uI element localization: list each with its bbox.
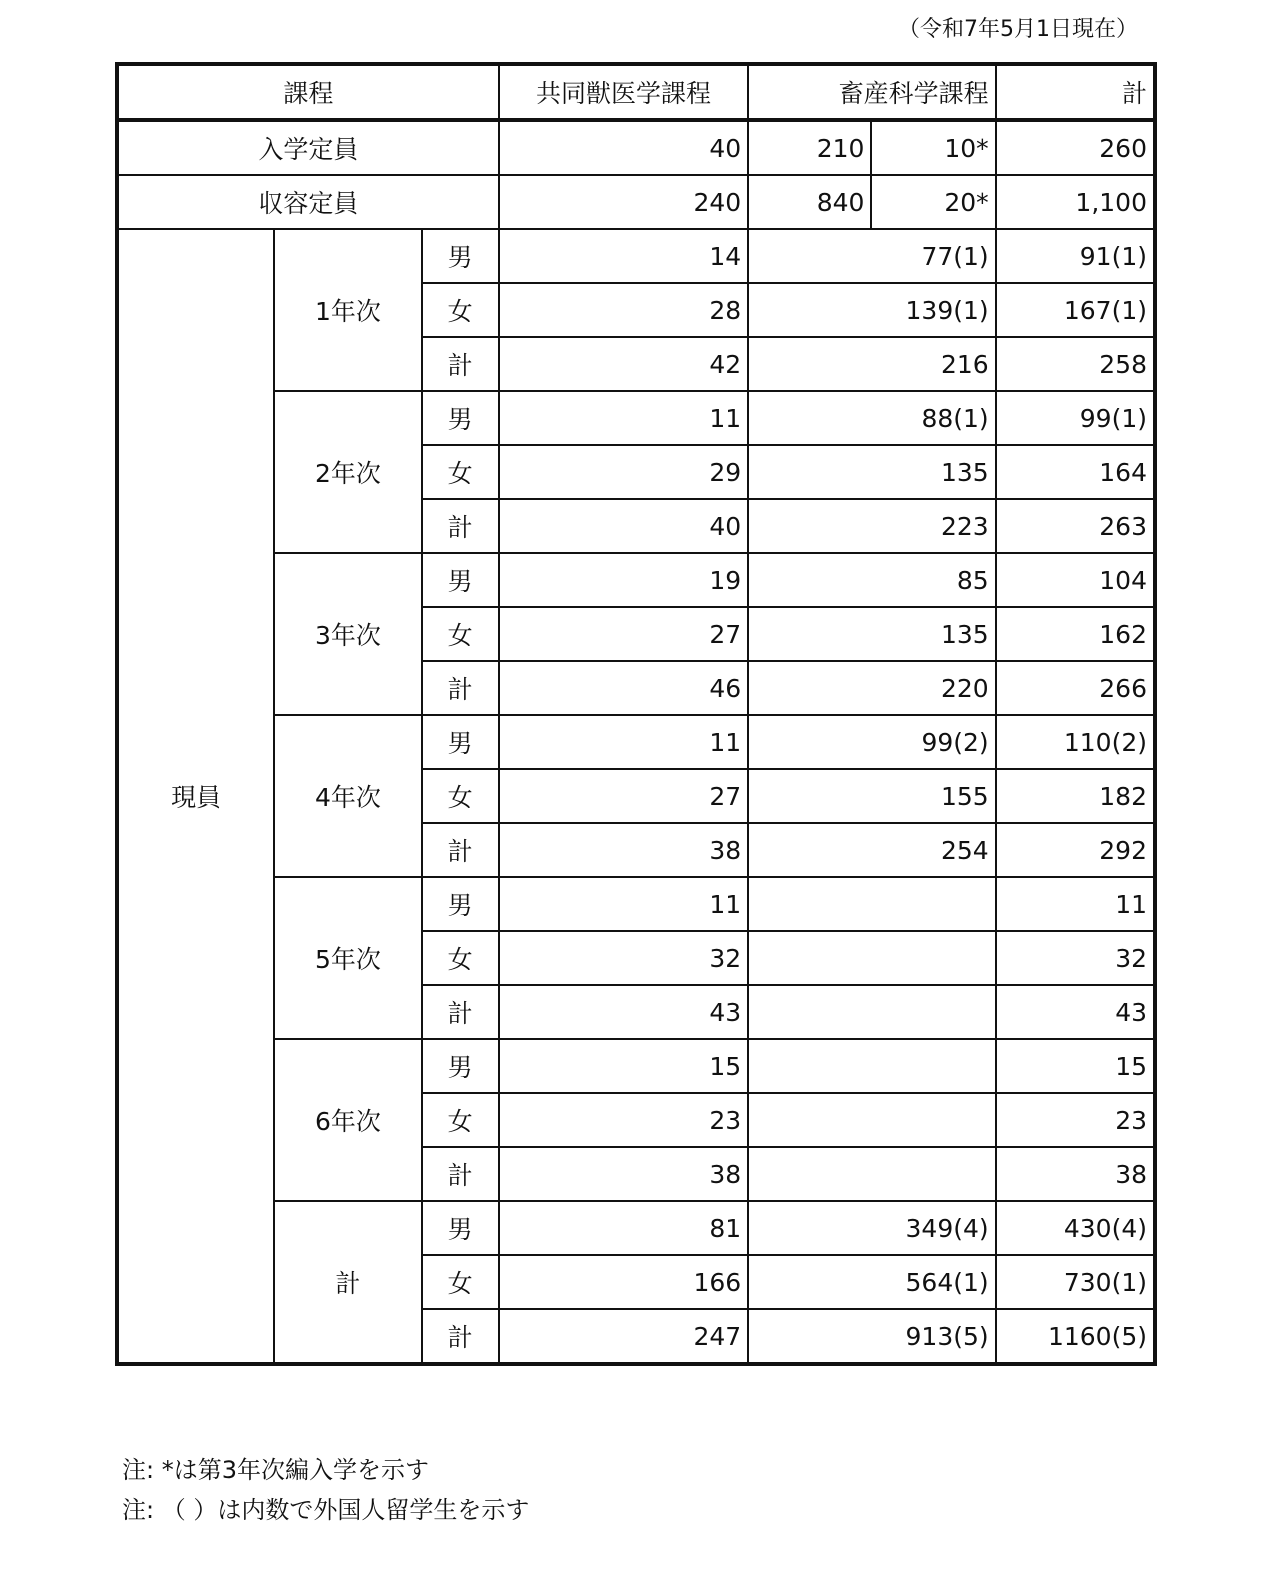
sex-label: 女 — [422, 1255, 499, 1309]
year-label: 5年次 — [274, 877, 421, 1039]
vet-count: 29 — [499, 445, 748, 499]
animal-count: 135 — [748, 445, 995, 499]
animal-count — [748, 985, 995, 1039]
sex-label: 男 — [422, 877, 499, 931]
animal-count — [748, 877, 995, 931]
sex-label: 男 — [422, 1201, 499, 1255]
quota-label: 収容定員 — [117, 175, 499, 229]
total-count: 99(1) — [996, 391, 1155, 445]
animal-count: 254 — [748, 823, 995, 877]
quota-vet: 40 — [499, 120, 748, 175]
sex-label: 男 — [422, 229, 499, 283]
quota-total: 260 — [996, 120, 1155, 175]
total-count: 23 — [996, 1093, 1155, 1147]
animal-count: 85 — [748, 553, 995, 607]
header-total: 計 — [996, 64, 1155, 120]
vet-count: 27 — [499, 607, 748, 661]
sex-label: 計 — [422, 499, 499, 553]
vet-count: 247 — [499, 1309, 748, 1364]
vet-count: 38 — [499, 823, 748, 877]
vet-count: 19 — [499, 553, 748, 607]
animal-count — [748, 1147, 995, 1201]
total-count: 11 — [996, 877, 1155, 931]
animal-count — [748, 1039, 995, 1093]
sex-label: 計 — [422, 661, 499, 715]
year-label: 2年次 — [274, 391, 421, 553]
sex-label: 女 — [422, 931, 499, 985]
vet-count: 23 — [499, 1093, 748, 1147]
sex-label: 計 — [422, 1147, 499, 1201]
quota-transfer: 20* — [871, 175, 995, 229]
vet-count: 11 — [499, 715, 748, 769]
vet-count: 11 — [499, 877, 748, 931]
quota-animal: 210 — [748, 120, 871, 175]
date-note: （令和7年5月1日現在） — [898, 17, 1138, 42]
footnotes — [122, 1450, 529, 1530]
sex-label: 男 — [422, 391, 499, 445]
vet-count: 81 — [499, 1201, 748, 1255]
animal-count: 135 — [748, 607, 995, 661]
vet-count: 40 — [499, 499, 748, 553]
sex-label: 女 — [422, 283, 499, 337]
vet-count: 166 — [499, 1255, 748, 1309]
vet-count: 43 — [499, 985, 748, 1039]
sex-label: 女 — [422, 769, 499, 823]
sex-label: 計 — [422, 823, 499, 877]
sex-label: 女 — [422, 1093, 499, 1147]
quota-label: 入学定員 — [117, 120, 499, 175]
total-count: 15 — [996, 1039, 1155, 1093]
animal-count: 155 — [748, 769, 995, 823]
year-label: 6年次 — [274, 1039, 421, 1201]
total-count: 292 — [996, 823, 1155, 877]
year-label: 1年次 — [274, 229, 421, 391]
vet-count: 46 — [499, 661, 748, 715]
sex-label: 計 — [422, 1309, 499, 1364]
total-count: 258 — [996, 337, 1155, 391]
year-label: 計 — [274, 1201, 421, 1364]
total-count: 43 — [996, 985, 1155, 1039]
animal-count: 139(1) — [748, 283, 995, 337]
total-count: 38 — [996, 1147, 1155, 1201]
animal-count: 77(1) — [748, 229, 995, 283]
header-course: 課程 — [117, 64, 499, 120]
vet-count: 38 — [499, 1147, 748, 1201]
animal-count: 99(2) — [748, 715, 995, 769]
total-count: 430(4) — [996, 1201, 1155, 1255]
total-count: 162 — [996, 607, 1155, 661]
vet-count: 32 — [499, 931, 748, 985]
total-count: 263 — [996, 499, 1155, 553]
footnote: 注: （ ）は内数で外国人留学生を示す — [122, 1496, 530, 1524]
quota-row — [117, 175, 1155, 229]
sex-label: 女 — [422, 445, 499, 499]
vet-count: 27 — [499, 769, 748, 823]
sex-label: 女 — [422, 607, 499, 661]
animal-count — [748, 931, 995, 985]
vet-count: 15 — [499, 1039, 748, 1093]
quota-animal: 840 — [748, 175, 871, 229]
year-label: 4年次 — [274, 715, 421, 877]
sex-label: 計 — [422, 985, 499, 1039]
total-count: 110(2) — [996, 715, 1155, 769]
quota-row — [117, 120, 1155, 175]
quota-vet: 240 — [499, 175, 748, 229]
animal-count — [748, 1093, 995, 1147]
animal-count: 349(4) — [748, 1201, 995, 1255]
enrollment-table — [115, 62, 1157, 1366]
animal-count: 88(1) — [748, 391, 995, 445]
sex-label: 男 — [422, 1039, 499, 1093]
quota-transfer: 10* — [871, 120, 995, 175]
total-count: 104 — [996, 553, 1155, 607]
footnote: 注: *は第3年次編入学を示す — [122, 1456, 429, 1484]
current-label: 現員 — [117, 229, 274, 1364]
animal-count: 220 — [748, 661, 995, 715]
sex-label: 男 — [422, 553, 499, 607]
total-count: 266 — [996, 661, 1155, 715]
total-count: 164 — [996, 445, 1155, 499]
sex-label: 男 — [422, 715, 499, 769]
total-count: 32 — [996, 931, 1155, 985]
header-vet: 共同獣医学課程 — [499, 64, 748, 120]
header-animal: 畜産科学課程 — [748, 64, 995, 120]
animal-count: 564(1) — [748, 1255, 995, 1309]
header-row — [117, 64, 1155, 120]
total-count: 1160(5) — [996, 1309, 1155, 1364]
quota-total: 1,100 — [996, 175, 1155, 229]
sex-label: 計 — [422, 337, 499, 391]
vet-count: 11 — [499, 391, 748, 445]
total-count: 167(1) — [996, 283, 1155, 337]
total-count: 91(1) — [996, 229, 1155, 283]
year-label: 3年次 — [274, 553, 421, 715]
animal-count: 913(5) — [748, 1309, 995, 1364]
total-count: 182 — [996, 769, 1155, 823]
total-count: 730(1) — [996, 1255, 1155, 1309]
vet-count: 28 — [499, 283, 748, 337]
animal-count: 223 — [748, 499, 995, 553]
enrollment-row — [117, 229, 1155, 283]
vet-count: 42 — [499, 337, 748, 391]
animal-count: 216 — [748, 337, 995, 391]
vet-count: 14 — [499, 229, 748, 283]
